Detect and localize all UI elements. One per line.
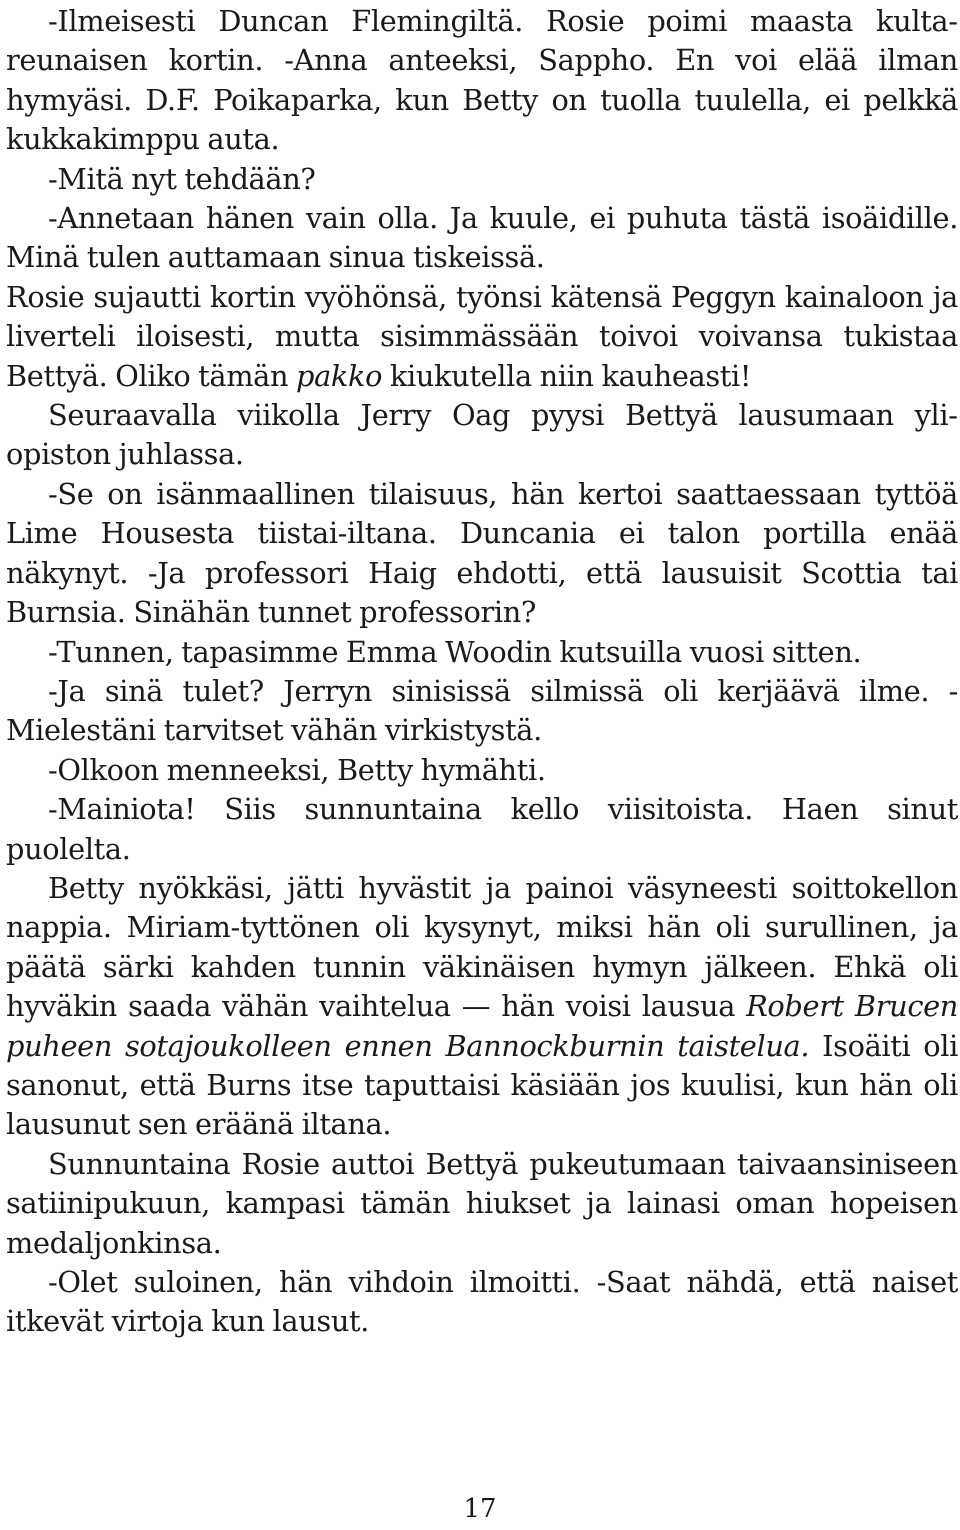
emphasis: pakko bbox=[295, 358, 383, 393]
paragraph: -Annetaan hänen vain olla. Ja kuule, ei puhuta tästä isoäidille. Minä tulen auttamaan sinua tiskeissä. bbox=[6, 201, 958, 275]
page-text bbox=[6, 2, 958, 1342]
paragraph: -Se on isänmaallinen tilaisuus, hän kertoi saattaessaan tyttöä Lime Housesta tiistai-iltana. Duncania ei talon portilla enää näkynyt. -Ja professori Haig ehdotti, että lausuisit Scottia tai Burnsia. Sinähän tunnet professorin? bbox=[6, 476, 958, 630]
paragraph: -Mainiota! Siis sunnuntaina kello viisitoista. Haen sinut puolelta. bbox=[6, 792, 958, 866]
text-run: Isoäiti oli sanonut, että Burns itse taputtaisi käsiään jos kuulisi, kun hän oli lausunut sen eräänä iltana. bbox=[6, 1028, 958, 1142]
paragraph: -Olet suloinen, hän vihdoin ilmoitti. -Saat nähdä, että naiset itkevät virtoja kun lausut. bbox=[6, 1265, 958, 1339]
paragraph: -Ja sinä tulet? Jerryn sinisissä silmissä oli kerjäävä ilme. -Mielestäni tarvitset vähän virkistystä. bbox=[6, 673, 958, 748]
paragraph: Sunnuntaina Rosie auttoi Bettyä pukeutumaan taivaansiniseen satiinipukuun, kampasi tämän hiukset ja lainasi oman hopeisen medaljonkinsa. bbox=[6, 1146, 958, 1260]
paragraph: -Mitä nyt tehdään? bbox=[48, 161, 316, 196]
paragraph: Seuraavalla viikolla Jerry Oag pyysi Bettyä lausumaan yliopiston juhlassa. bbox=[6, 398, 958, 472]
page-number: 17 bbox=[463, 1494, 497, 1524]
paragraph: -Olkoon menneeksi, Betty hymähti. bbox=[48, 752, 546, 787]
text-run: Betty nyökkäsi, jätti hyvästit ja painoi väsyneesti soittokellon nappia. Miriam-tyttönen oli kysynyt, miksi hän oli surullinen, ja päätä särki kahden tunnin väkinäisen hymyn jälkeen. Ehkä oli hyväkin saada vähän vaihtelua — hän voisi lausua bbox=[6, 870, 958, 1024]
paragraph: -Ilmeisesti Duncan Flemingiltä. Rosie poimi maasta kultareunaisen kortin. -Anna anteeksi, Sappho. En voi elää ilman hymyäsi. D.F. Poikaparka, kun Betty on tuolla tuulella, ei pelkkä kukkakimppu auta. bbox=[6, 4, 958, 157]
text-run: kiukutella niin kauheasti! bbox=[382, 358, 752, 393]
paragraph bbox=[6, 278, 958, 396]
paragraph bbox=[6, 869, 958, 1145]
emphasis: Robert Brucen puheen sotajoukolleen ennen Bannockburnin taistelua. bbox=[6, 989, 958, 1063]
text-run: Rosie sujautti kortin vyöhönsä, työnsi kätensä Peggyn kainaloon ja liverteli iloisesti, mutta sisimmässään toivoi voivansa tukistaa Bettyä. Oliko tämän bbox=[6, 279, 958, 393]
paragraph: -Tunnen, tapasimme Emma Woodin kutsuilla vuosi sitten. bbox=[48, 634, 862, 669]
